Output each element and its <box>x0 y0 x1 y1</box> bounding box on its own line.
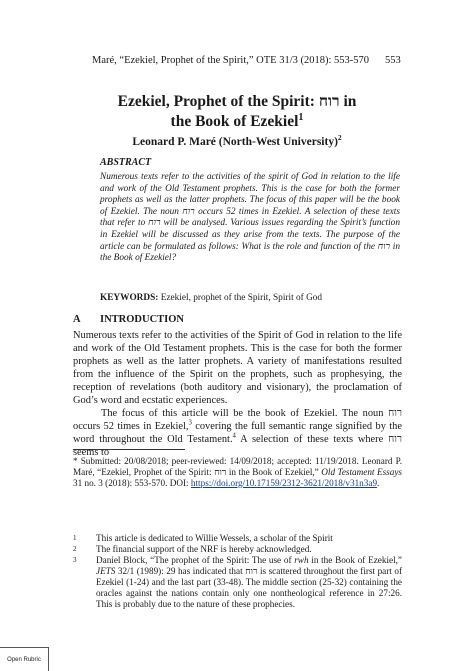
footnote-3-text-a: Daniel Block, “The prophet of the Spirit: The use of <box>96 555 295 565</box>
footnote-3 <box>73 555 402 610</box>
author-line <box>60 133 414 148</box>
abstract-text: Numerous texts refer to the activities of the spirit of God in relation to the life and work of the Old Testament prophets. This is the case for both the former prophets as well as the latter prophets. The focus of this paper will be the book of Ezekiel. The noun רוח occurs 52 times in Ezekiel. A selection of these texts that refer to רוח will be analysed. Various issues regarding the Spirit’s function in Ezekiel will be discussed as they arise from the texts. The purpose of the article can be formulated as follows: What is the role and function of the רוח in the Book of Ezekiel? <box>100 172 400 264</box>
keywords <box>100 293 400 303</box>
section-letter: A <box>73 314 81 325</box>
footnote-3-number: 3 <box>73 556 77 564</box>
footnote-3-text <box>96 555 402 610</box>
body-p2-part-b: covering the full semantic range signified by the word throughout the Old Testament. <box>73 420 402 445</box>
journal-name: Old Testament Essays <box>321 467 402 477</box>
footnote-ref-4[interactable]: 4 <box>232 432 236 440</box>
abstract-heading: ABSTRACT <box>100 157 152 168</box>
footnote-3-text-b: in the Book of Ezekiel,” <box>308 555 402 565</box>
keywords-label: KEYWORDS: <box>100 293 159 303</box>
body-p2-part-c: A selection of these texts where רוח seems to <box>73 433 402 458</box>
body-paragraph-2 <box>73 408 402 460</box>
title-line-2 <box>60 112 414 132</box>
open-rubric-badge[interactable]: Open Rubric <box>0 647 49 671</box>
footnote-3-text-c: 32/1 (1989): 29 has indicated that רוח is scattered throughout the first part of Ezekiel (1-24) and the last part (33-48). The middle section (25-32) containing the oracles against the nations contain only one nontheological reference in 27:26. This is probably due to the nature of these prophecies. <box>96 566 403 609</box>
article-title <box>60 92 414 132</box>
footnote-2-number: 2 <box>73 545 77 553</box>
page-number: 553 <box>385 55 401 66</box>
footnote-1-text: This article is dedicated to Willie Wessels, a scholar of the Spirit <box>96 533 333 543</box>
title-line-2-text: the Book of Ezekiel <box>170 113 299 130</box>
footnote-2-text: The financial support of the NRF is hereby acknowledged. <box>96 544 312 554</box>
footnote-star-text-b: 31 no. 3 (2018): 553-570. DOI: <box>73 478 191 488</box>
footnote-3-rwh: rwh <box>294 555 309 565</box>
footnote-1 <box>73 533 402 544</box>
body-paragraph-1: Numerous texts refer to the activities of the Spirit of God in relation to the life and work of the Old Testament prophets. This is the case for both the former prophets as well as the latter prophets. A variety of manifestations resulted from the influence of the Spirit on the prophets, such as prophesying, the reception of revelations (both auditory and visionary), the proclamation of God’s word and ecstatic experiences. <box>73 330 402 406</box>
footnote-3-jets: JETS <box>96 566 116 576</box>
section-title: INTRODUCTION <box>100 314 185 325</box>
footnote-ref-3[interactable]: 3 <box>188 419 192 427</box>
title-line-1: Ezekiel, Prophet of the Spirit: רוח in <box>117 93 357 110</box>
keywords-text: Ezekiel, prophet of the Spirit, Spirit of God <box>158 293 323 303</box>
body-p2-part-a: The focus of this article will be the book of Ezekiel. The noun רוח occurs 52 times in Ezekiel, <box>73 408 402 432</box>
footnote-divider <box>73 449 185 450</box>
author-name: Leonard P. Maré (North-West University) <box>132 136 338 148</box>
running-header: Maré, “Ezekiel, Prophet of the Spirit,” OTE 31/3 (2018): 553-570 <box>92 55 370 66</box>
footnote-star-text-c: . <box>377 478 380 488</box>
footnote-star-text-a: * Submitted: 20/08/2018; peer-reviewed: 14/09/2018; accepted: 11/19/2018. Leonard P. Maré, “Ezekiel, Prophet of the Spirit: רוח in the Book of Ezekiel,” <box>73 456 402 477</box>
doi-link[interactable]: https://doi.org/10.17159/2312-3621/2018/v31n3a9 <box>190 478 378 488</box>
footnote-1-number: 1 <box>73 534 77 542</box>
title-footnote-ref[interactable]: 1 <box>298 111 304 123</box>
author-footnote-ref[interactable]: 2 <box>337 133 342 143</box>
footnote-submission <box>73 456 402 489</box>
footnote-2 <box>73 544 402 555</box>
